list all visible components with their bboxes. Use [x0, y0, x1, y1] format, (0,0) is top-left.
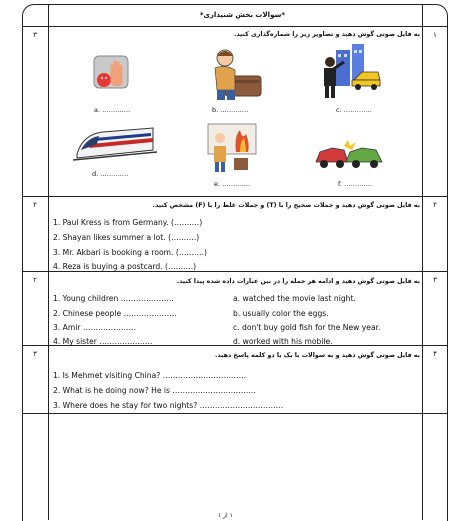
smiley-hand-stop-icon: [92, 52, 130, 92]
tf-statement-2: 2. Shayan likes summer a lot. (……….): [53, 233, 200, 242]
instruction-3: به فایل صوتی گوش دهید و ادامه هر جمله را در بین عبارات داده شده پیدا کنید.: [176, 278, 420, 285]
score-4: ۳: [33, 350, 37, 358]
match-right-b: b. usually color the eggs.: [233, 309, 329, 318]
man-taxi-city-icon: [318, 42, 382, 102]
train-icon: [73, 120, 157, 164]
instruction-2: به فایل صوتی گوش دهید و جملات صحیح را با (T) و جملات غلط را با (F) مشخص کنید.: [152, 202, 420, 209]
caption-a: a. ………….: [94, 106, 131, 114]
row-divider: [22, 196, 447, 197]
caption-e: e. ………….: [214, 180, 251, 188]
instruction-1: به فایل صوتی گوش دهید و تصاویر زیر را شماره‌گذاری کنید.: [234, 31, 420, 38]
question-number-1: ۱: [433, 31, 437, 39]
match-right-a: a. watched the movie last night.: [233, 294, 356, 303]
row-divider: [22, 26, 447, 27]
row-divider: [22, 413, 447, 414]
question-number-3: ۳: [433, 276, 437, 284]
match-left-4: 4. My sister …………………: [53, 337, 153, 346]
tf-statement-4: 4. Reza is buying a postcard. (……….): [53, 262, 197, 271]
row-divider: [22, 271, 447, 272]
tf-statement-1: 1. Paul Kress is from Germany. (……….): [53, 218, 203, 227]
question-number-2: ۲: [433, 201, 437, 209]
instruction-4: به فایل صوتی گوش دهید و به سوالات با یک یا دو کلمه پاسخ دهید.: [215, 352, 420, 359]
match-left-2: 2. Chinese people …………………: [53, 309, 177, 318]
number-column-border: [422, 4, 423, 520]
car-crash-icon: [314, 138, 384, 174]
caption-c: c. ………….: [336, 106, 372, 114]
caption-b: b. ………….: [212, 106, 249, 114]
man-fire-icon: [206, 122, 258, 174]
page-footer: ۱ از ۱: [218, 512, 233, 519]
caption-d: d. ………….: [92, 170, 129, 178]
score-column-border: [48, 4, 49, 520]
match-right-c: c. don't buy gold fish for the New year.: [233, 323, 381, 332]
match-left-1: 1. Young children …………………: [53, 294, 174, 303]
match-right-d: d. worked with his mobile.: [233, 337, 333, 346]
question-line-1: 1. Is Mehmet visiting China? ……………………………: [53, 371, 247, 380]
question-line-2: 2. What is he doing now? He is ……………………………: [53, 386, 256, 395]
question-number-4: ۴: [433, 350, 437, 358]
score-3: ۲: [33, 276, 37, 284]
match-left-3: 3. Amir …………………: [53, 323, 137, 332]
score-1: ۳: [33, 31, 37, 39]
boy-suitcase-icon: [205, 46, 263, 102]
page-title: *سوالات بخش شنیداری*: [199, 11, 285, 19]
score-2: ۲: [33, 201, 37, 209]
caption-f: f. ………….: [338, 180, 373, 188]
tf-statement-3: 3. Mr. Akbari is booking a room. (……….): [53, 248, 207, 257]
question-line-3: 3. Where does he stay for two nights? ……………………………: [53, 401, 284, 410]
